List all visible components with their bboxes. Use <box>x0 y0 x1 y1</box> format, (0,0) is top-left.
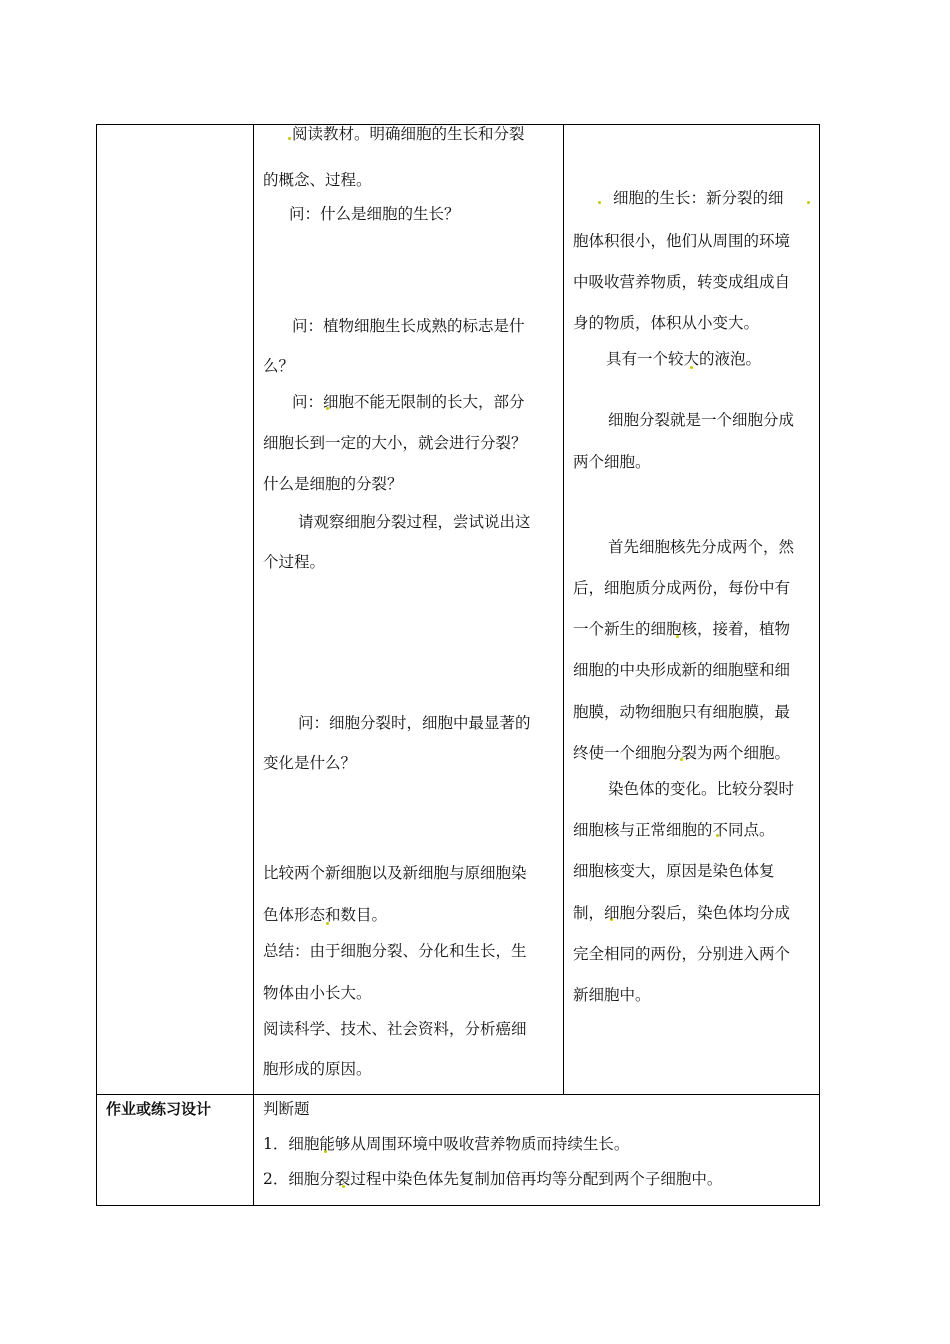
student-line: 染色体的变化。比较分裂时 <box>608 780 795 798</box>
student-line: 胞体积很小，他们从周围的环境 <box>573 232 791 250</box>
teacher-question: 问：什么是细胞的生长？ <box>289 205 460 223</box>
teacher-line: 么？ <box>263 357 295 375</box>
student-line: 细胞核变大，原因是染色体复 <box>573 862 775 880</box>
student-line: 完全相同的两份，分别进入两个 <box>573 945 791 963</box>
table-left-border <box>96 124 97 1206</box>
student-line: 一个新生的细胞核，接着，植物 <box>573 620 791 638</box>
teacher-line: 请观察细胞分裂过程，尝试说出这 <box>298 513 531 531</box>
homework-label: 作业或练习设计 <box>106 1100 212 1118</box>
teacher-line: 色体形态和数目。 <box>263 906 388 924</box>
student-line: 细胞核与正常细胞的不同点。 <box>573 821 775 839</box>
teacher-line: 个过程。 <box>263 553 326 571</box>
edit-mark <box>807 201 810 204</box>
edit-mark <box>288 137 291 140</box>
student-line: 终使一个细胞分裂为两个细胞。 <box>573 744 791 762</box>
teacher-question: 问：细胞不能无限制的长大，部分 <box>292 393 525 411</box>
student-line: 细胞的中央形成新的细胞壁和细 <box>573 661 791 679</box>
table-row-divider <box>96 1094 820 1095</box>
teacher-line: 胞形成的原因。 <box>263 1060 372 1078</box>
teacher-question: 问：细胞分裂时，细胞中最显著的 <box>298 714 531 732</box>
homework-title: 判断题 <box>263 1100 310 1118</box>
teacher-line: 的概念、过程。 <box>263 171 372 189</box>
teacher-line: 物体由小长大。 <box>263 984 372 1002</box>
student-line: 后，细胞质分成两份，每份中有 <box>573 579 791 597</box>
teacher-line: 阅读教材。明确细胞的生长和分裂 <box>292 125 525 143</box>
student-line: 制，细胞分裂后，染色体均分成 <box>573 904 791 922</box>
student-line: 胞膜，动物细胞只有细胞膜，最 <box>573 703 791 721</box>
table-col-divider-2 <box>563 124 564 1095</box>
teacher-line: 什么是细胞的分裂？ <box>263 475 403 493</box>
table-right-border <box>819 124 820 1206</box>
student-line: 身的物质，体积从小变大。 <box>573 314 760 332</box>
teacher-line: 变化是什么？ <box>263 754 357 772</box>
homework-item: 1．细胞能够从周围环境中吸收营养物质而持续生长。 <box>263 1135 630 1153</box>
student-line: 细胞分裂就是一个细胞分成 <box>608 411 795 429</box>
student-line: 细胞的生长：新分裂的细 <box>613 189 784 207</box>
table-col-divider <box>253 124 254 1206</box>
student-line: 两个细胞。 <box>573 453 651 471</box>
homework-item: 2．细胞分裂过程中染色体先复制加倍再均等分配到两个子细胞中。 <box>263 1170 723 1188</box>
student-line: 新细胞中。 <box>573 986 651 1004</box>
table-bottom-border <box>96 1205 820 1206</box>
teacher-summary: 总结：由于细胞分裂、分化和生长，生 <box>263 942 527 960</box>
student-line: 具有一个较大的液泡。 <box>606 350 762 368</box>
teacher-line: 细胞长到一定的大小，就会进行分裂？ <box>263 434 527 452</box>
edit-mark <box>598 201 601 204</box>
student-line: 中吸收营养物质，转变成组成自 <box>573 273 791 291</box>
teacher-line: 阅读科学、技术、社会资料，分析癌细 <box>263 1020 527 1038</box>
student-line: 首先细胞核先分成两个，然 <box>608 538 795 556</box>
teacher-line: 比较两个新细胞以及新细胞与原细胞染 <box>263 864 527 882</box>
teacher-question: 问：植物细胞生长成熟的标志是什 <box>292 317 525 335</box>
